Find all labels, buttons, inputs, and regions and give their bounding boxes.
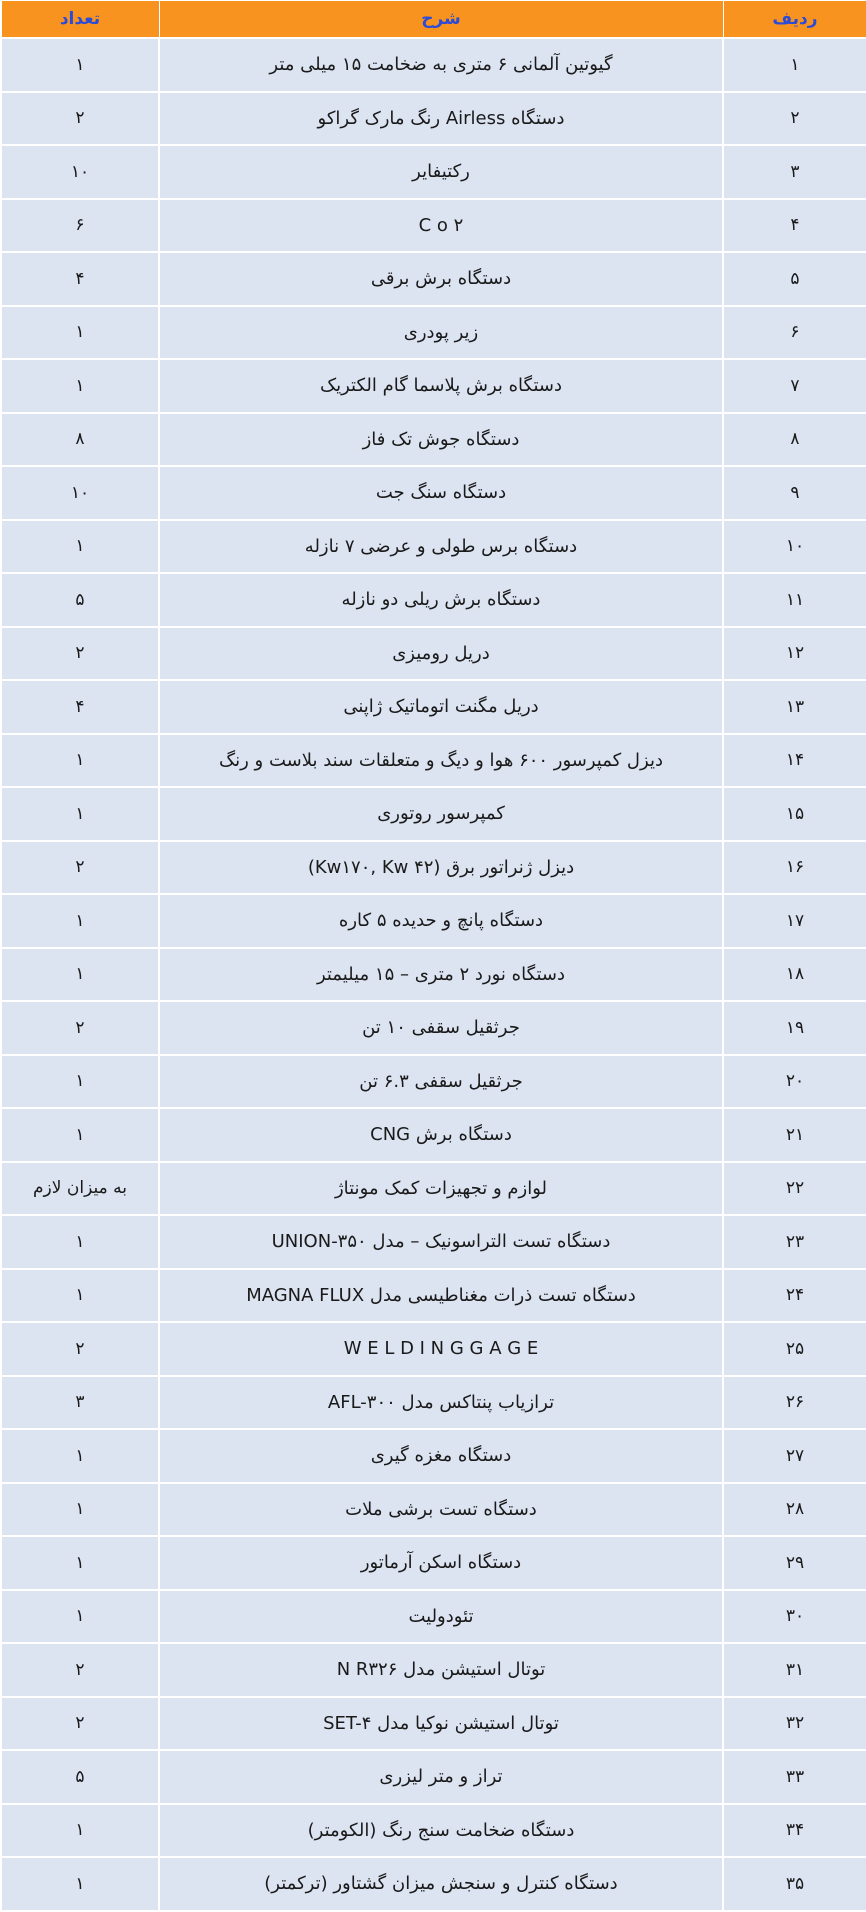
row-number-cell: ۲۲ — [723, 1162, 866, 1216]
table-row — [1, 787, 866, 841]
quantity-cell: ۱ — [1, 359, 159, 413]
description-cell: دستگاه مغزه گیری — [159, 1429, 723, 1483]
description-cell: رکتیفایر — [159, 145, 723, 199]
table-row — [1, 680, 866, 734]
table-row — [1, 1001, 866, 1055]
quantity-cell: ۲ — [1, 627, 159, 681]
table-row — [1, 1804, 866, 1858]
row-number-cell: ۱۶ — [723, 841, 866, 895]
quantity-cell: ۱۰ — [1, 145, 159, 199]
row-number-cell: ۹ — [723, 466, 866, 520]
table-row — [1, 252, 866, 306]
description-cell: دستگاه اسکن آرماتور — [159, 1536, 723, 1590]
description-cell: دستگاه پانچ و حدیده ۵ کاره — [159, 894, 723, 948]
table-row — [1, 627, 866, 681]
row-number-cell: ۸ — [723, 413, 866, 467]
table-row — [1, 734, 866, 788]
description-cell: W E L D I N G G A G E — [159, 1322, 723, 1376]
quantity-cell: ۱ — [1, 1857, 159, 1911]
quantity-cell: ۱۰ — [1, 466, 159, 520]
row-number-cell: ۳۰ — [723, 1590, 866, 1644]
quantity-cell: ۸ — [1, 413, 159, 467]
table-row — [1, 520, 866, 574]
table-row — [1, 573, 866, 627]
row-number-cell: ۳۳ — [723, 1750, 866, 1804]
table-row — [1, 1215, 866, 1269]
row-number-cell: ۴ — [723, 199, 866, 253]
row-number-cell: ۱۰ — [723, 520, 866, 574]
description-cell: دستگاه ضخامت سنج رنگ (الکومتر) — [159, 1804, 723, 1858]
table-row — [1, 1269, 866, 1323]
description-cell: دستگاه برس طولی و عرضی ۷ نازله — [159, 520, 723, 574]
quantity-cell: ۱ — [1, 1429, 159, 1483]
description-cell: دستگاه جوش تک فاز — [159, 413, 723, 467]
quantity-cell: ۱ — [1, 734, 159, 788]
row-number-cell: ۷ — [723, 359, 866, 413]
table-row — [1, 92, 866, 146]
row-number-cell: ۱۳ — [723, 680, 866, 734]
description-cell: زیر پودری — [159, 306, 723, 360]
row-number-cell: ۶ — [723, 306, 866, 360]
description-cell: دستگاه برش پلاسما گام الکتریک — [159, 359, 723, 413]
description-cell: دستگاه کنترل و سنجش میزان گشتاور (ترکمتر) — [159, 1857, 723, 1911]
description-cell: گیوتین آلمانی ۶ متری به ضخامت ۱۵ میلی متر — [159, 38, 723, 92]
description-cell: دریل مگنت اتوماتیک ژاپنی — [159, 680, 723, 734]
table-row — [1, 413, 866, 467]
table-row — [1, 948, 866, 1002]
header-row-number: ردیف — [723, 1, 866, 39]
quantity-cell: ۵ — [1, 573, 159, 627]
row-number-cell: ۳۲ — [723, 1697, 866, 1751]
description-cell: توتال استیشن نوکیا مدل SET-۴ — [159, 1697, 723, 1751]
quantity-cell: ۲ — [1, 841, 159, 895]
description-cell: دیزل کمپرسور ۶۰۰ هوا و دیگ و متعلقات سند بلاست و رنگ — [159, 734, 723, 788]
row-number-cell: ۲۱ — [723, 1108, 866, 1162]
table-row — [1, 1162, 866, 1216]
quantity-cell: ۱ — [1, 894, 159, 948]
table-row — [1, 841, 866, 895]
row-number-cell: ۳۱ — [723, 1643, 866, 1697]
description-cell: دستگاه تست ذرات مغناطیسی مدل MAGNA FLUX — [159, 1269, 723, 1323]
table-row — [1, 359, 866, 413]
table-row — [1, 1429, 866, 1483]
table-row — [1, 199, 866, 253]
description-cell: تراز و متر لیزری — [159, 1750, 723, 1804]
quantity-cell: ۲ — [1, 1322, 159, 1376]
row-number-cell: ۲۴ — [723, 1269, 866, 1323]
table-row — [1, 1322, 866, 1376]
row-number-cell: ۲۵ — [723, 1322, 866, 1376]
table-row — [1, 894, 866, 948]
row-number-cell: ۳۴ — [723, 1804, 866, 1858]
header-row — [1, 1, 866, 39]
quantity-cell: ۱ — [1, 1055, 159, 1109]
description-cell: دستگاه سنگ جت — [159, 466, 723, 520]
quantity-cell: ۲ — [1, 1697, 159, 1751]
description-cell: دستگاه تست برشی ملات — [159, 1483, 723, 1537]
row-number-cell: ۲ — [723, 92, 866, 146]
quantity-cell: ۱ — [1, 1804, 159, 1858]
quantity-cell: ۱ — [1, 1483, 159, 1537]
row-number-cell: ۱۹ — [723, 1001, 866, 1055]
description-cell: دستگاه نورد ۲ متری – ۱۵ میلیمتر — [159, 948, 723, 1002]
quantity-cell: ۲ — [1, 1001, 159, 1055]
quantity-cell: ۱ — [1, 1269, 159, 1323]
table-row — [1, 1643, 866, 1697]
table-row — [1, 1697, 866, 1751]
quantity-cell: ۴ — [1, 680, 159, 734]
description-cell: ترازیاب پنتاکس مدل AFL-۳۰۰ — [159, 1376, 723, 1430]
row-number-cell: ۱۴ — [723, 734, 866, 788]
description-cell: دستگاه تست التراسونیک – مدل UNION-۳۵۰ — [159, 1215, 723, 1269]
quantity-cell: به میزان لازم — [1, 1162, 159, 1216]
table-row — [1, 306, 866, 360]
row-number-cell: ۱۸ — [723, 948, 866, 1002]
quantity-cell: ۶ — [1, 199, 159, 253]
quantity-cell: ۴ — [1, 252, 159, 306]
quantity-cell: ۱ — [1, 1590, 159, 1644]
row-number-cell: ۳۵ — [723, 1857, 866, 1911]
quantity-cell: ۱ — [1, 1108, 159, 1162]
row-number-cell: ۵ — [723, 252, 866, 306]
row-number-cell: ۲۶ — [723, 1376, 866, 1430]
table-row — [1, 1055, 866, 1109]
row-number-cell: ۱۷ — [723, 894, 866, 948]
quantity-cell: ۲ — [1, 1643, 159, 1697]
quantity-cell: ۱ — [1, 1536, 159, 1590]
table-body — [1, 38, 866, 1911]
table-row — [1, 1483, 866, 1537]
description-cell: دریل رومیزی — [159, 627, 723, 681]
row-number-cell: ۲۸ — [723, 1483, 866, 1537]
table-row — [1, 1536, 866, 1590]
quantity-cell: ۵ — [1, 1750, 159, 1804]
quantity-cell: ۳ — [1, 1376, 159, 1430]
table-row — [1, 1750, 866, 1804]
header-description: شرح — [159, 1, 723, 39]
row-number-cell: ۱۲ — [723, 627, 866, 681]
row-number-cell: ۲۹ — [723, 1536, 866, 1590]
quantity-cell: ۱ — [1, 38, 159, 92]
row-number-cell: ۲۳ — [723, 1215, 866, 1269]
description-cell: C o ۲ — [159, 199, 723, 253]
row-number-cell: ۲۷ — [723, 1429, 866, 1483]
description-cell: لوازم و تجهیزات کمک مونتاژ — [159, 1162, 723, 1216]
row-number-cell: ۱ — [723, 38, 866, 92]
quantity-cell: ۱ — [1, 948, 159, 1002]
description-cell: کمپرسور روتوری — [159, 787, 723, 841]
table-row — [1, 1590, 866, 1644]
quantity-cell: ۱ — [1, 787, 159, 841]
table-row — [1, 38, 866, 92]
description-cell: دستگاه Airless رنگ مارک گراکو — [159, 92, 723, 146]
table-row — [1, 145, 866, 199]
quantity-cell: ۱ — [1, 520, 159, 574]
description-cell: دستگاه برش ریلی دو نازله — [159, 573, 723, 627]
table-row — [1, 1108, 866, 1162]
description-cell: جرثقیل سقفی ۱۰ تن — [159, 1001, 723, 1055]
description-cell: تئودولیت — [159, 1590, 723, 1644]
row-number-cell: ۱۱ — [723, 573, 866, 627]
quantity-cell: ۱ — [1, 306, 159, 360]
table-row — [1, 466, 866, 520]
header-quantity: تعداد — [1, 1, 159, 39]
table-row — [1, 1857, 866, 1911]
description-cell: دیزل ژنراتور برق (Kw۱۷۰, Kw ۴۲) — [159, 841, 723, 895]
quantity-cell: ۱ — [1, 1215, 159, 1269]
table-header — [1, 1, 866, 39]
quantity-cell: ۲ — [1, 92, 159, 146]
row-number-cell: ۲۰ — [723, 1055, 866, 1109]
description-cell: توتال استیشن مدل N R۳۲۶ — [159, 1643, 723, 1697]
description-cell: دستگاه برش برقی — [159, 252, 723, 306]
description-cell: دستگاه برش CNG — [159, 1108, 723, 1162]
description-cell: جرثقیل سقفی ۶.۳ تن — [159, 1055, 723, 1109]
table-row — [1, 1376, 866, 1430]
row-number-cell: ۱۵ — [723, 787, 866, 841]
row-number-cell: ۳ — [723, 145, 866, 199]
